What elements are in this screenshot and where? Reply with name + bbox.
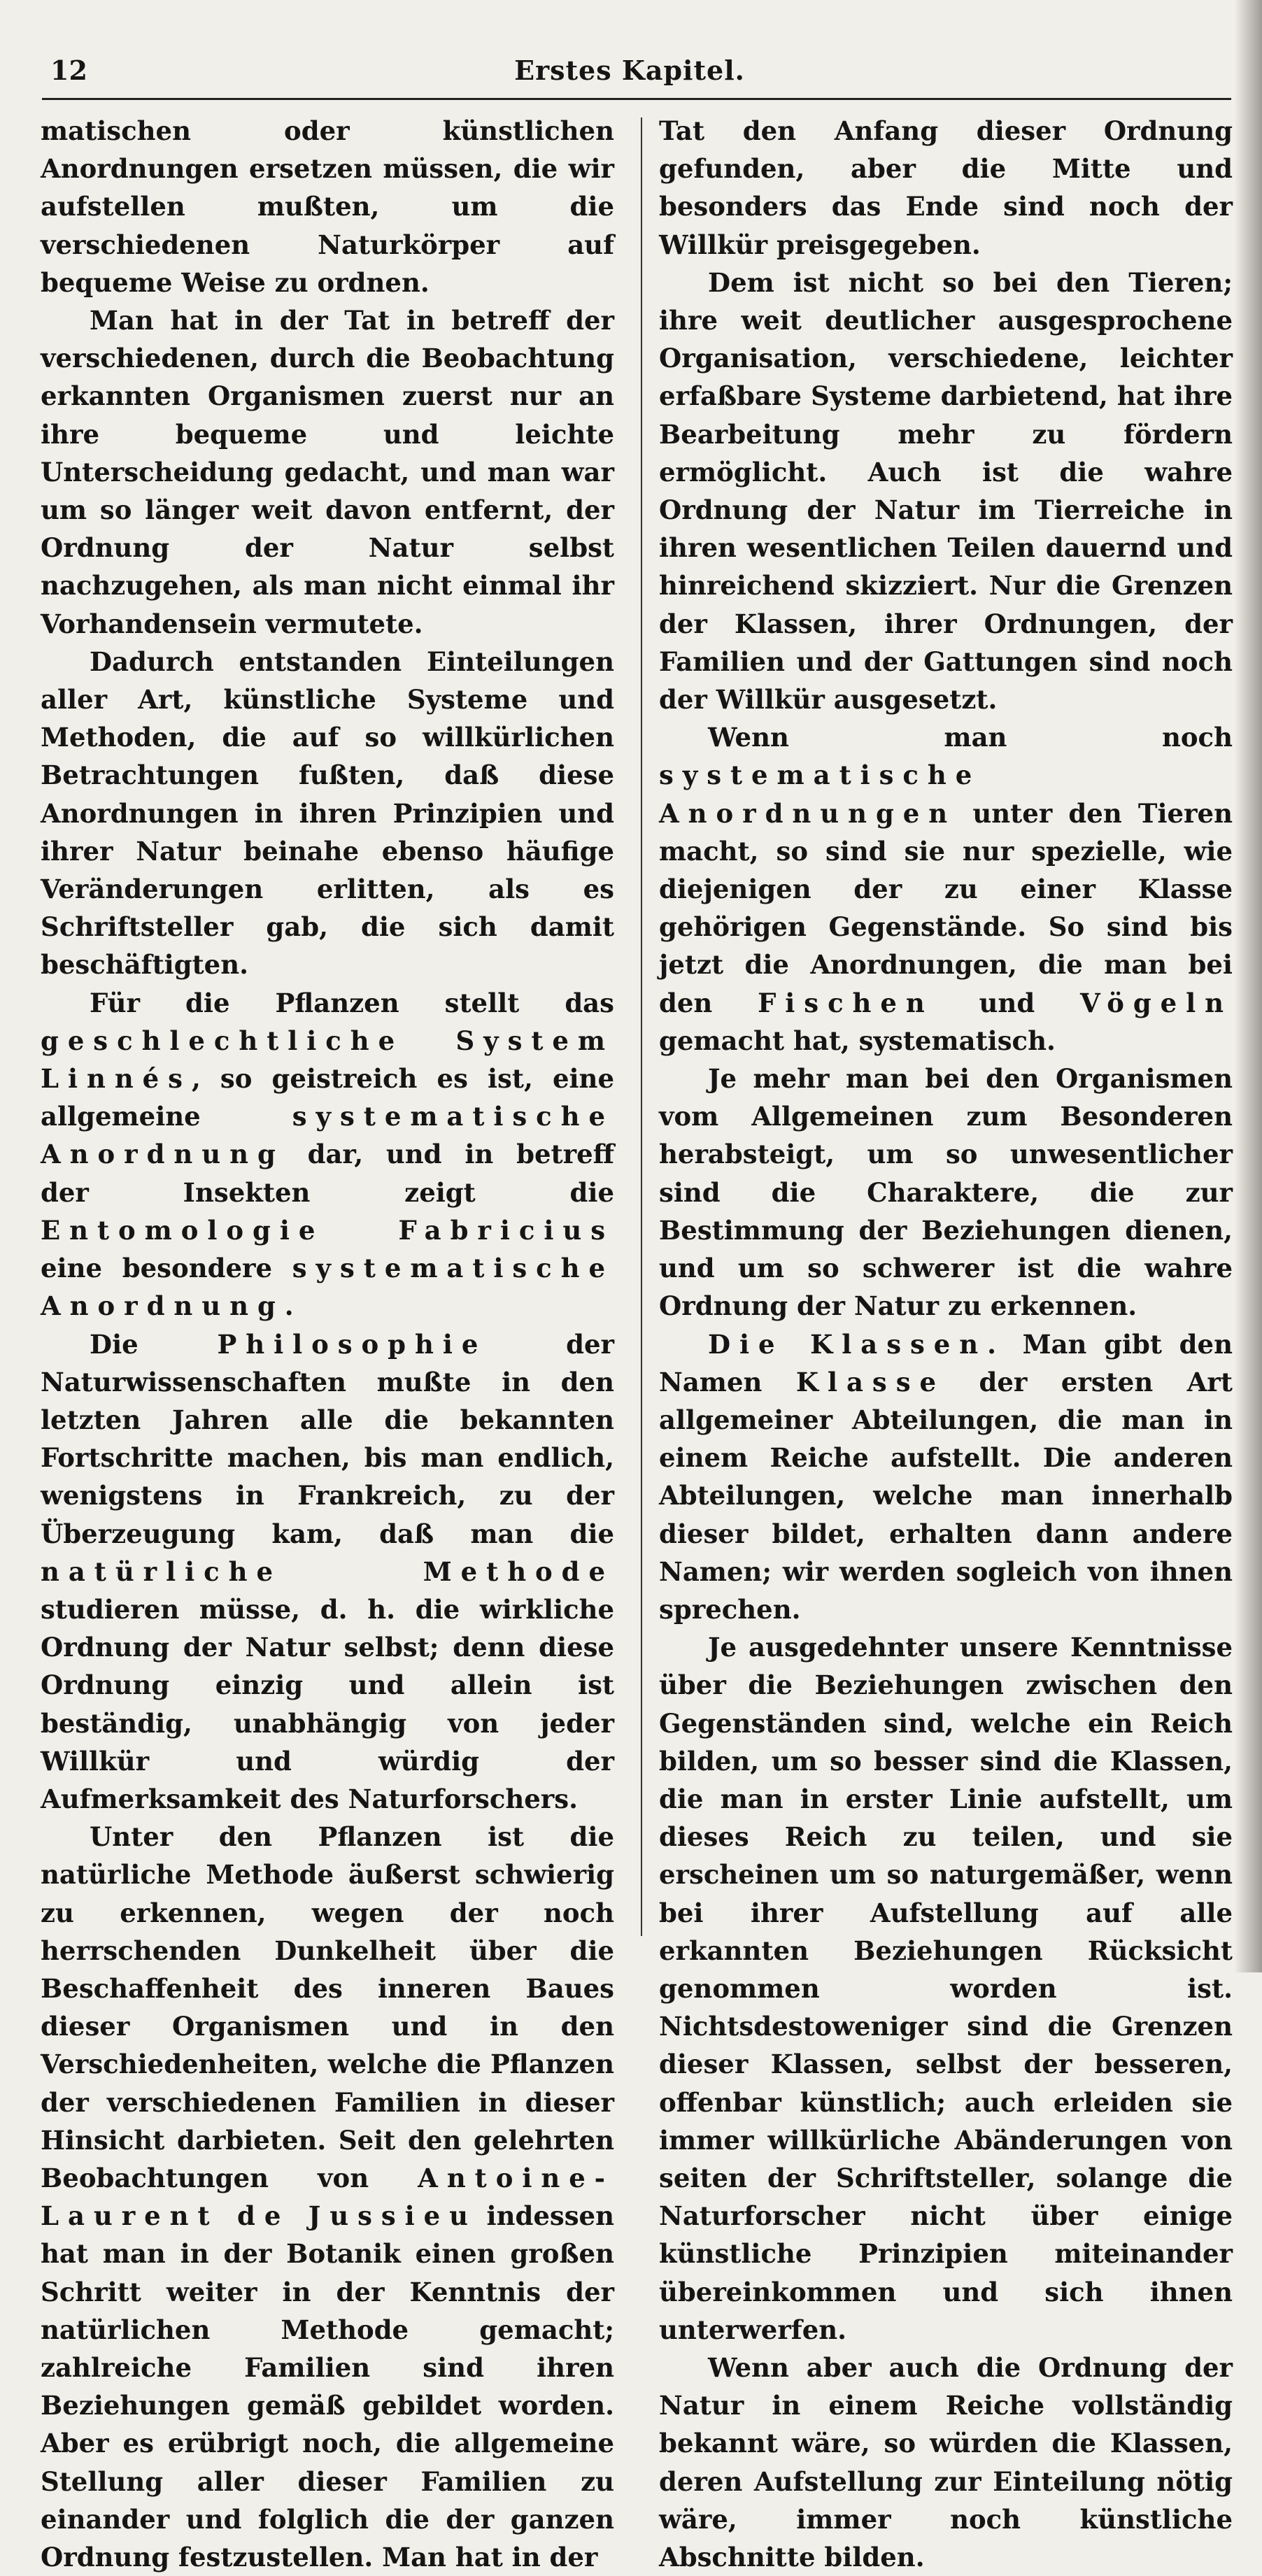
page-header <box>42 49 1217 91</box>
text-run: der Naturwissenschaften mußte in den letzten Jahren alle die bekannten Fortschritte machen, bis man endlich, wenigstens in Frankreich, zu der Überzeugung kam, daß man die <box>41 1328 614 1549</box>
paragraph: Dadurch entstanden Einteilungen aller Art, künstliche Systeme und Methoden, die auf so willkürlichen Betrachtungen fußten, daß diese Anordnungen in ihren Prinzipien und ihrer Natur beinahe ebenso häufige Veränderungen erlitten, als es Schriftsteller gab, die sich damit beschäftigten. <box>41 646 614 981</box>
paragraph: Je ausgedehnter unsere Kenntnisse über die Beziehungen zwischen den Gegenständen sind, welche ein Reich bilden, um so besser sind die Klassen, die man in erster Linie aufstellt, um dieses Reich zu teilen, und sie erscheinen um so naturgemäßer, wenn bei ihrer Aufstellung auf alle erkannten Beziehungen Rücksicht genommen worden ist. Nichtsdestoweniger sind die Grenzen dieser Klassen, selbst der besseren, offenbar künstlich; auch erleiden sie immer willkürliche Abänderungen von seiten der Schriftsteller, solange die Naturforscher nicht über einige künstliche Prinzipien miteinander übereinkommen und sich ihnen unterwerfen. <box>659 1632 1233 2345</box>
paragraph <box>41 984 614 1325</box>
text-run: Unter den Pflanzen ist die natürliche Methode äußerst schwierig zu erkennen, wegen der noch herrschenden Dunkelheit über die Beschaffenheit des inneren Baues dieser Organismen und in den Verschiedenheiten, welche die Pflanzen der verschiedenen Familien in dieser Hinsicht darbieten. Seit den gelehrten Beobachtungen von <box>41 1821 614 2193</box>
text-run: studieren müsse, d. h. die wirkliche Ordnung der Natur selbst; denn diese Ordnung einzig und allein ist beständig, unabhängig von jeder Willkür und würdig der Aufmerksamkeit des Naturforschers. <box>41 1593 614 1814</box>
spaced-term: natürliche Methode <box>41 1556 614 1587</box>
paragraph <box>659 1325 1233 1629</box>
text-run: eine besondere <box>41 1253 292 1284</box>
paragraph <box>659 718 1233 1060</box>
text-run: gemacht hat, systematisch. <box>659 1025 1056 1056</box>
column-divider <box>641 118 642 1936</box>
paragraph: Dem ist nicht so bei den Tieren; ihre weit deutlicher ausgesprochene Organisation, verschiedene, leichter erfaßbare Systeme darbietend, hat ihre Bearbeitung mehr zu fördern ermöglicht. Auch ist die wahre Ordnung der Natur im Tierreiche in ihren wesentlichen Teilen dauernd und hinreichend skizziert. Nur die Grenzen der Klassen, ihrer Ordnungen, der Familien und der Gattungen sind noch der Willkür ausgesetzt. <box>659 266 1233 716</box>
spaced-term: geschlechtliche System Linnés <box>41 1025 614 1095</box>
text-run: unter den Tieren macht, so sind sie nur spezielle, wie diejenigen der zu einer Klasse gehörigen Gegenstände. So sind bis jetzt die Anordnungen, die man bei den <box>659 797 1233 1018</box>
text-run: Man gibt den Namen <box>659 1328 1233 1397</box>
spaced-term: Fischen <box>758 987 934 1018</box>
spaced-term: systematische Anordnungen <box>659 760 981 829</box>
text-run: und <box>933 987 1080 1018</box>
paragraph: Tat den Anfang dieser Ordnung gefunden, aber die Mitte und besonders das Ende sind noch der Willkür preisgegeben. <box>659 115 1233 260</box>
header-rule <box>42 98 1231 100</box>
spaced-term: Antoine-Laurent de Jussieu <box>41 2162 614 2232</box>
paragraph: Je mehr man bei den Organismen vom Allgemeinen zum Besonderen herabsteigt, um so unwesentlicher sind die Charaktere, die zur Bestimmung der Beziehungen dienen, und um so schwerer ist die wahre Ordnung der Natur zu erkennen. <box>659 1063 1233 1322</box>
text-run: Die <box>90 1328 218 1360</box>
text-run: , so geistreich es ist, eine allgemeine <box>41 1063 614 1132</box>
paragraph: Wenn aber auch die Ordnung der Natur in einem Reiche vollständig bekannt wäre, so würden die Klassen, deren Aufstellung zur Einteilung nötig wäre, immer noch künstliche Abschnitte bilden. <box>659 2351 1233 2573</box>
spaced-term: Vögeln <box>1079 987 1233 1018</box>
text-run: indessen hat man in der Botanik einen großen Schritt weiter in der Kenntnis der natürlichen Methode gemacht; zahlreiche Familien sind ihren Beziehungen gemäß gebildet worden. Aber es erübrigt noch, die allgemeine Stellung aller dieser Familien zu einander und folglich die der ganzen Ordnung festzustellen. Man hat in der <box>41 2200 614 2573</box>
page-number: 12 <box>50 55 87 86</box>
spaced-term: systematische Anordnung <box>41 1101 614 1170</box>
section-heading: Die Klassen. <box>708 1328 1005 1360</box>
paragraph: matischen oder künstlichen Anordnungen ersetzen müssen, die wir aufstellen mußten, um die verschiedenen Naturkörper auf bequeme Weise zu ordnen. <box>41 115 614 298</box>
spaced-term: Klasse <box>795 1366 945 1397</box>
right-column <box>659 112 1233 2576</box>
text-run: Wenn man noch <box>708 722 1233 753</box>
spaced-term: systematische Anordnung. <box>41 1253 614 1322</box>
text-run: der ersten Art allgemeiner Abteilungen, die man in einem Reiche aufstellt. Die anderen Abteilungen, welche man innerhalb dieser bildet, erhalten dann andere Namen; wir werden sogleich von ihnen sprechen. <box>659 1366 1233 1625</box>
text-run: Für die Pflanzen stellt das <box>90 987 614 1018</box>
paragraph: Man hat in der Tat in betreff der verschiedenen, durch die Beobachtung erkannten Organismen zuerst nur an ihre bequeme und leichte Unterscheidung gedacht, und man war um so länger weit davon entfernt, der Ordnung der Natur selbst nachzugehen, als man nicht einmal ihr Vorhandensein vermutete. <box>41 305 614 639</box>
spaced-term: Entomologie Fabricius <box>41 1214 614 1246</box>
page-edge-shadow <box>1234 0 1262 1972</box>
text-run: dar, und in betreff der Insekten zeigt die <box>41 1139 614 1208</box>
left-column <box>41 112 614 2576</box>
paragraph <box>41 1818 614 2576</box>
running-title: Erstes Kapitel. <box>514 55 745 86</box>
paragraph <box>41 1325 614 1819</box>
spaced-term: Philosophie <box>217 1328 488 1360</box>
